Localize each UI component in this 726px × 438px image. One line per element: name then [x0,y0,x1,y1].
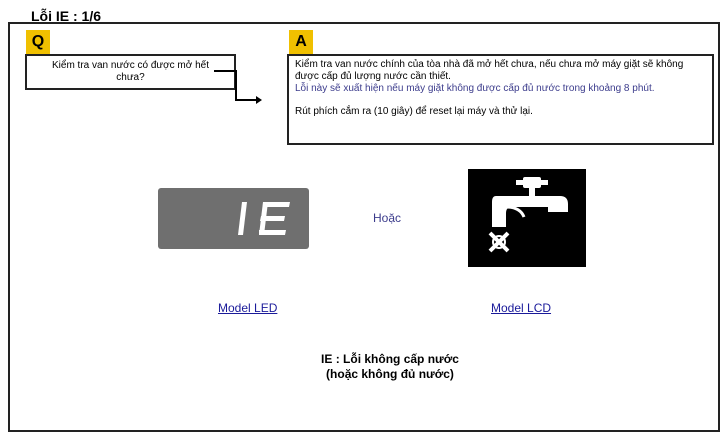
answer-reset-text: Rút phích cắm ra (10 giây) để reset lại máy và thử lại. [295,106,533,117]
lcd-display-panel [468,169,586,267]
caption-line-2: (hoặc không đủ nước) [326,367,454,381]
or-label: Hoặc [373,211,402,225]
led-segment-e [259,202,290,235]
water-tap-error-icon [468,169,586,267]
model-lcd-link[interactable]: Model LCD [491,301,552,315]
caption-line-1: IE : Lỗi không cấp nước [321,352,459,366]
question-text: Kiểm tra van nước có được mở hết chưa? [51,60,209,83]
led-digits-graphic [158,188,309,249]
answer-main-text: Kiểm tra van nước chính của tòa nhà đã mở hết chưa, nếu chưa mở máy giặt sẽ không được cấp đủ lượng nước cần thiết. [295,59,684,82]
led-display-panel [158,188,309,249]
question-badge: Q [26,30,50,54]
answer-note-text: Lỗi này sẽ xuất hiện nếu máy giặt không được cấp đủ nước trong khoảng 8 phút. [295,83,655,94]
page-title: Lỗi IE : 1/6 [31,8,102,24]
error-caption [250,352,530,382]
led-segment-i [238,202,247,235]
answer-badge: A [289,30,313,54]
model-led-link[interactable]: Model LED [218,301,278,315]
